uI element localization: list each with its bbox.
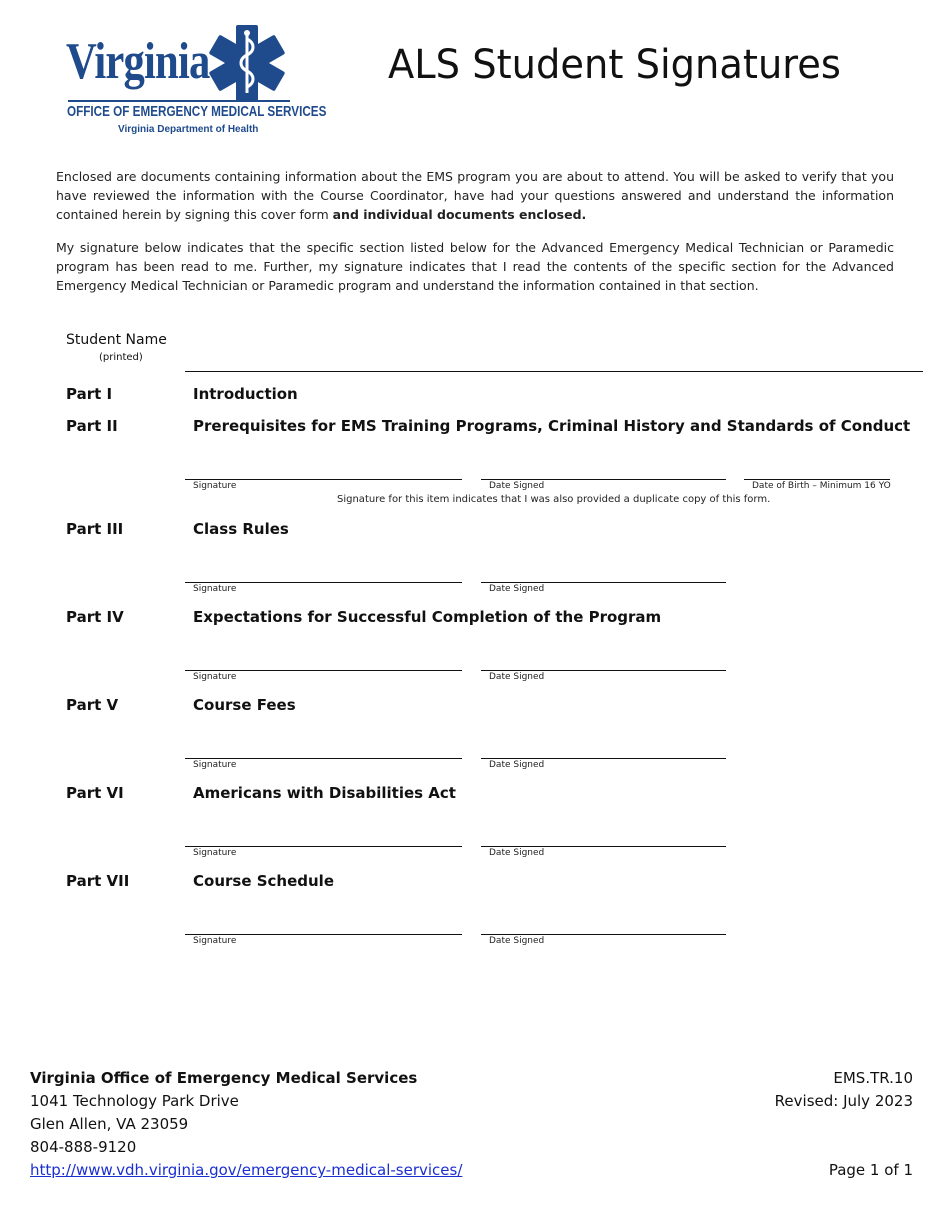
date-signed-field[interactable] — [481, 479, 726, 480]
signature-field[interactable] — [185, 582, 462, 583]
part-title: Course Schedule — [193, 872, 334, 890]
footer-city: Glen Allen, VA 23059 — [30, 1115, 189, 1133]
logo-department: Virginia Department of Health — [118, 124, 259, 135]
signature-field[interactable] — [185, 934, 462, 935]
form-id: EMS.TR.10 — [833, 1069, 913, 1087]
footer-website-link[interactable]: http://www.vdh.virginia.gov/emergency-medical-services/ — [30, 1161, 463, 1179]
signature-field[interactable] — [185, 758, 462, 759]
part-title: Course Fees — [193, 696, 296, 714]
star-of-life-icon — [202, 24, 292, 102]
date-signed-label: Date Signed — [489, 584, 545, 594]
intro-paragraph-1 — [56, 167, 894, 224]
part-label: Part V — [66, 696, 119, 714]
part-label: Part IV — [66, 608, 124, 626]
signature-label: Signature — [193, 672, 237, 682]
logo-divider — [68, 100, 290, 102]
part-label: Part VII — [66, 872, 130, 890]
part-title: Americans with Disabilities Act — [193, 784, 456, 802]
date-signed-field[interactable] — [481, 846, 726, 847]
signature-field[interactable] — [185, 846, 462, 847]
intro-paragraph-2: My signature below indicates that the specific section listed below for the Advanced Emergency Medical Technician or Paramedic program has been read to me. Further, my signature indicates that I read the contents of the specific section for the Advanced Emergency Medical Technician or Paramedic program and understand the information contained in that section. — [56, 240, 894, 293]
signature-label: Signature — [193, 760, 237, 770]
part-label: Part VI — [66, 784, 124, 802]
intro-paragraph-1-bold: and individual documents enclosed. — [332, 207, 587, 222]
signature-label: Signature — [193, 936, 237, 946]
date-signed-field[interactable] — [481, 758, 726, 759]
student-name-label: Student Name — [66, 332, 167, 348]
signature-field[interactable] — [185, 670, 462, 671]
part-label: Part II — [66, 417, 118, 435]
part-label: Part III — [66, 520, 124, 538]
date-signed-label: Date Signed — [489, 672, 545, 682]
page-title: ALS Student Signatures — [388, 42, 841, 88]
footer-phone: 804-888-9120 — [30, 1138, 137, 1156]
part-title: Introduction — [193, 385, 298, 403]
part-title: Class Rules — [193, 520, 289, 538]
logo-office-text: OFFICE OF EMERGENCY MEDICAL SERVICES — [67, 103, 327, 120]
part-title: Prerequisites for EMS Training Programs, Criminal History and Standards of Conduct — [193, 417, 911, 435]
student-name-field[interactable] — [185, 371, 923, 372]
intro-paragraph-1-text: Enclosed are documents containing information about the EMS program you are about to attend. You will be asked to verify that you have reviewed the information with the Course Coordinator, have had your questions answered and understand the information contained herein by signing this cover form — [56, 169, 894, 222]
date-signed-field[interactable] — [481, 934, 726, 935]
footer-street: 1041 Technology Park Drive — [30, 1092, 239, 1110]
date-signed-label: Date Signed — [489, 481, 545, 491]
date-signed-field[interactable] — [481, 582, 726, 583]
footer-org-name: Virginia Office of Emergency Medical Services — [30, 1069, 418, 1087]
date-of-birth-label: Date of Birth – Minimum 16 YO — [752, 481, 891, 491]
signature-label: Signature — [193, 848, 237, 858]
student-name-sublabel: (printed) — [99, 352, 143, 363]
duplicate-copy-note: Signature for this item indicates that I was also provided a duplicate copy of this form. — [337, 494, 771, 505]
date-of-birth-field[interactable] — [744, 479, 890, 480]
signature-field[interactable] — [185, 479, 462, 480]
date-signed-label: Date Signed — [489, 760, 545, 770]
date-signed-label: Date Signed — [489, 936, 545, 946]
signature-label: Signature — [193, 584, 237, 594]
date-signed-field[interactable] — [481, 670, 726, 671]
virginia-oems-logo — [66, 24, 327, 140]
part-title: Expectations for Successful Completion of the Program — [193, 608, 662, 626]
page-number: Page 1 of 1 — [828, 1161, 913, 1179]
logo-wordmark: Virginia — [66, 33, 210, 90]
signature-label: Signature — [193, 481, 237, 491]
revision-date: Revised: July 2023 — [774, 1092, 913, 1110]
date-signed-label: Date Signed — [489, 848, 545, 858]
part-label: Part I — [66, 385, 113, 403]
